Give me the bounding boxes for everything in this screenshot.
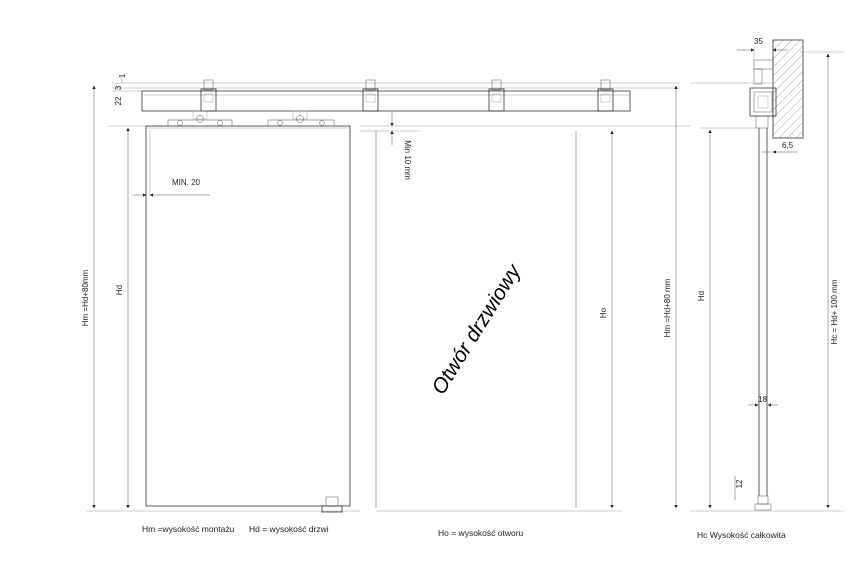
dimension-ho [599, 131, 612, 508]
roller-carriage-left [168, 111, 232, 126]
dimension-min10 [392, 112, 412, 180]
dimension-hd-left [115, 128, 128, 508]
dimension-hd-right [697, 130, 710, 508]
label-hc: Hc = Hd+ 100 mm [830, 279, 839, 345]
dimension-hm-left [81, 86, 94, 508]
rail-bracket-3 [489, 80, 504, 111]
extension-lines-side [690, 52, 844, 128]
caption-hm: Hm =wysokość montażu [142, 524, 235, 534]
label-ho: Ho [599, 307, 608, 319]
floor-guide [322, 497, 342, 512]
door-opening-label: Otwór drzwiowy [427, 260, 526, 399]
roller-carriage-right [268, 111, 334, 126]
label-3: 3 [114, 85, 123, 91]
dimension-hc [828, 54, 839, 508]
side-bracket [750, 60, 776, 128]
label-hm-left: Hm =Hd+80mm [81, 269, 90, 327]
label-hd-right: Hd [697, 290, 706, 302]
label-12: 12 [735, 479, 744, 489]
rail-bracket-4 [598, 80, 613, 111]
label-22: 22 [114, 96, 123, 106]
label-min20: MIN. 20 [172, 178, 201, 187]
side-floor-guide [755, 496, 771, 510]
side-door-profile [759, 128, 767, 496]
dimension-18 [748, 395, 778, 405]
label-35: 35 [754, 37, 763, 46]
label-6-5: 6,5 [782, 141, 794, 150]
caption-hd: Hd = wysokość drzwi [249, 524, 329, 534]
rail-bracket-1 [201, 80, 216, 111]
label-hm-right: Hm =Hd+80 mm [663, 278, 672, 338]
dimension-22-3 [114, 73, 127, 105]
dimension-min20 [132, 130, 210, 195]
caption-hc: Hc Wysokość całkowita [697, 530, 786, 540]
dimension-6-5 [762, 141, 798, 152]
label-min10: Min 10 mm [403, 140, 412, 180]
label-18: 18 [758, 395, 767, 404]
dimension-hm-right [663, 86, 676, 508]
rail-bracket-2 [363, 80, 378, 111]
label-1: 1 [118, 73, 127, 79]
dimension-12 [735, 476, 744, 500]
caption-ho: Ho = wysokość otworu [438, 528, 524, 538]
top-rail [142, 91, 630, 111]
wall-section [773, 40, 803, 138]
label-hd-left: Hd [115, 284, 124, 296]
